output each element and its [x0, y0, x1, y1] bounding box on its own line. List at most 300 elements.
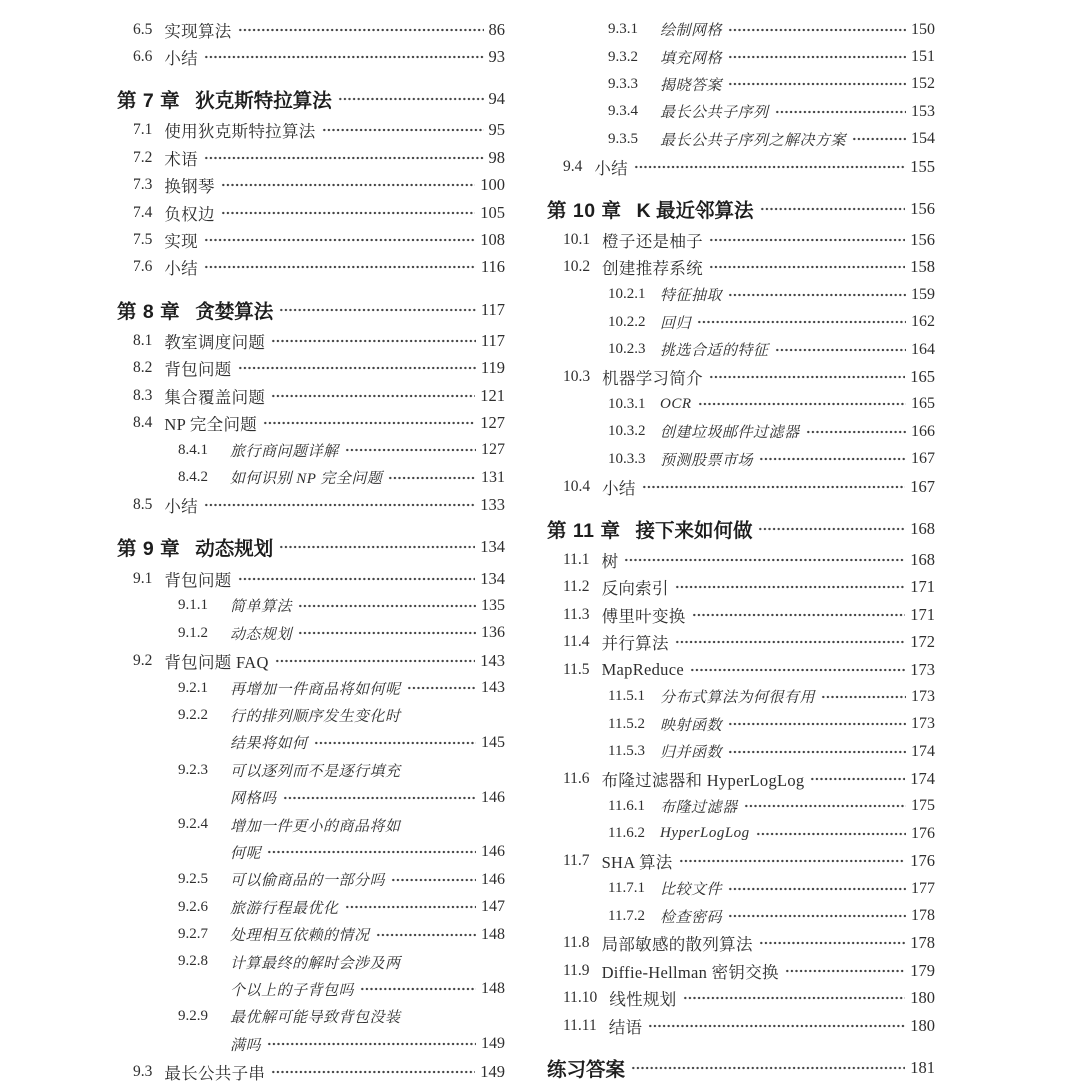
dot-leader: [760, 202, 906, 216]
section-title: 线性规划: [609, 990, 677, 1010]
toc-subsection-entry: [117, 921, 505, 948]
page-number: 134: [480, 568, 505, 588]
dot-leader: [675, 635, 905, 649]
chapter-title: K 最近邻算法: [636, 199, 754, 222]
dot-leader: [775, 105, 906, 119]
subsection-number: 9.2.2: [178, 706, 208, 723]
dot-leader: [271, 334, 476, 348]
toc-section-entry: [547, 930, 935, 957]
subsection-title: 归并函数: [660, 745, 723, 762]
toc-chapter-entry: [117, 295, 505, 324]
section-number: 10.2: [563, 258, 591, 276]
subsection-content: [230, 948, 505, 1003]
toc-chapter-entry: [117, 533, 505, 562]
dot-leader: [728, 23, 906, 37]
section-title: NP 完全问题: [164, 414, 258, 434]
toc-section-entry: [547, 957, 935, 984]
toc-section-entry: [547, 1012, 935, 1039]
section-title: 小结: [164, 259, 198, 279]
section-number: 8.3: [133, 386, 153, 404]
page-number: 93: [488, 47, 505, 67]
subsection-title: 最优解可能导致背包没装: [230, 1010, 401, 1027]
page-number: 173: [910, 659, 935, 679]
page-number: 116: [480, 257, 505, 277]
dot-leader: [692, 608, 906, 622]
subsection-number: 10.3.1: [608, 395, 646, 412]
toc-subsection-entry: [547, 309, 935, 336]
toc-subsection-entry: [117, 948, 505, 1003]
section-number: 11.7: [563, 852, 590, 870]
section-number: 10.3: [563, 367, 591, 385]
toc-subsection-entry: [547, 16, 935, 43]
section-number: 11.4: [563, 633, 590, 651]
page-number: 174: [911, 742, 935, 760]
dot-leader: [271, 1065, 475, 1079]
toc-column-1: [117, 16, 505, 1085]
subsection-title: 增加一件更小的商品将如: [230, 818, 401, 835]
section-title: 傅里叶变换: [601, 606, 686, 626]
subsection-number: 9.2.1: [178, 679, 208, 696]
toc-subsection-entry: [117, 437, 505, 464]
toc-subsection-entry: [547, 793, 935, 820]
subsection-content: [230, 702, 505, 757]
subsection-title-continued: 个以上的子背包吗: [230, 982, 355, 999]
section-title: 橙子还是柚子: [602, 232, 703, 252]
dot-leader: [360, 982, 476, 996]
chapter-title: 贪婪算法: [195, 300, 274, 323]
section-title: 术语: [164, 149, 198, 169]
subsection-number: 9.2.6: [178, 898, 208, 915]
chapter-number: 第 7 章: [117, 90, 181, 113]
page-number: 180: [910, 988, 935, 1008]
dot-leader: [709, 233, 905, 247]
subsection-title: 计算最终的解时会涉及两: [230, 955, 401, 972]
toc-subsection-entry: [547, 902, 935, 929]
page-number: 164: [911, 340, 935, 358]
dot-leader: [624, 553, 905, 567]
toc-subsection-entry: [117, 757, 505, 812]
subsection-number: 9.3.2: [608, 48, 638, 65]
dot-leader: [810, 772, 905, 786]
section-number: 7.1: [133, 121, 153, 139]
subsection-title: 填充网格: [660, 50, 723, 67]
page-number: 154: [911, 130, 935, 148]
dot-leader: [204, 233, 475, 247]
page-number: 156: [910, 230, 935, 250]
page-number: 151: [911, 48, 935, 66]
section-title: Diffie-Hellman 密钥交换: [601, 962, 779, 982]
subsection-title: 动态规划: [230, 626, 293, 643]
subsection-title: 揭晓答案: [660, 77, 723, 94]
subsection-line-1: [230, 702, 505, 729]
section-title: 背包问题: [164, 570, 232, 590]
dot-leader: [675, 580, 905, 594]
dot-leader: [267, 1037, 476, 1051]
section-title: 小结: [602, 478, 636, 498]
toc-section-entry: [547, 546, 935, 573]
section-number: 7.5: [133, 231, 153, 249]
page-number: 147: [481, 898, 505, 916]
page-number: 117: [480, 299, 505, 319]
toc-section-entry: [117, 117, 505, 144]
subsection-number: 9.2.7: [178, 926, 208, 943]
page-number: 135: [481, 596, 505, 614]
page-number: 149: [481, 1035, 505, 1053]
section-number: 8.1: [133, 331, 153, 349]
section-number: 10.1: [563, 231, 591, 249]
section-title: 背包问题 FAQ: [164, 652, 269, 672]
section-number: 9.4: [563, 157, 583, 175]
subsection-line-1: [230, 757, 505, 784]
toc-subsection-entry: [547, 875, 935, 902]
subsection-number: 10.2.3: [608, 341, 646, 358]
subsection-number: 11.5.3: [608, 743, 645, 760]
section-number: 11.3: [563, 605, 590, 623]
subsection-title: 分布式算法为何很有用: [660, 690, 816, 707]
section-title: 局部敏感的散列算法: [601, 935, 753, 955]
section-title: 实现: [164, 232, 198, 252]
page-number: 159: [911, 285, 935, 303]
section-title: 背包问题: [164, 360, 232, 380]
section-number: 9.1: [133, 569, 153, 587]
dot-leader: [679, 854, 906, 868]
toc-section-entry: [547, 574, 935, 601]
dot-leader: [642, 480, 906, 494]
dot-leader: [728, 50, 906, 64]
subsection-number: 11.6.1: [608, 797, 645, 814]
toc-subsection-entry: [117, 464, 505, 491]
toc-section-entry: [117, 199, 505, 226]
page-number: 133: [480, 495, 505, 515]
toc-subsection-entry: [117, 1003, 505, 1058]
page-number: 131: [481, 468, 505, 486]
toc-section-entry: [117, 565, 505, 592]
toc-section-entry: [547, 601, 935, 628]
subsection-number: 11.6.2: [608, 825, 645, 842]
dot-leader: [338, 92, 484, 106]
subsection-number: 9.3.5: [608, 130, 638, 147]
page-number: 143: [480, 650, 505, 670]
toc-section-entry: [547, 848, 935, 875]
dot-leader: [806, 425, 906, 439]
section-number: 7.2: [133, 148, 153, 166]
page-number: 105: [480, 202, 505, 222]
dot-leader: [298, 599, 476, 613]
subsection-title: 映射函数: [660, 717, 723, 734]
toc-subsection-entry: [547, 281, 935, 308]
toc-subsection-entry: [547, 738, 935, 765]
page-number: 152: [911, 75, 935, 93]
subsection-title-continued: 结果将如何: [230, 736, 308, 753]
page-number: 165: [911, 395, 935, 413]
subsection-title: 预测股票市场: [660, 452, 754, 469]
section-title: 实现算法: [164, 21, 232, 41]
dot-leader: [391, 873, 476, 887]
section-number: 11.6: [563, 770, 590, 788]
subsection-number: 10.2.2: [608, 313, 646, 330]
page-number: 177: [911, 879, 935, 897]
subsection-number: 8.4.1: [178, 441, 208, 458]
section-title: 小结: [164, 497, 198, 517]
dot-leader: [376, 928, 476, 942]
dot-leader: [852, 132, 906, 146]
section-title: 树: [601, 551, 619, 571]
chapter-title: 接下来如何做: [635, 519, 753, 542]
dot-leader: [683, 991, 906, 1005]
dot-leader: [728, 77, 906, 91]
subsection-number: 9.2.8: [178, 953, 208, 970]
page-number: 165: [910, 366, 935, 386]
subsection-number: 10.3.2: [608, 423, 646, 440]
page-number: 149: [480, 1061, 505, 1081]
section-title: 创建推荐系统: [602, 259, 703, 279]
page-number: 167: [911, 450, 935, 468]
page-number: 181: [910, 1057, 935, 1077]
toc-subsection-entry: [117, 894, 505, 921]
page-number: 166: [911, 422, 935, 440]
subsection-number: 9.2.5: [178, 871, 208, 888]
page-number: 148: [481, 925, 505, 943]
toc-section-entry: [547, 628, 935, 655]
page-number: 153: [911, 102, 935, 120]
page-number: 174: [910, 769, 935, 789]
section-number: 10.4: [563, 477, 591, 495]
subsection-title: OCR: [660, 395, 692, 412]
page-number: 146: [481, 788, 505, 806]
subsection-title: 最长公共子序列: [660, 105, 769, 122]
page-number: 175: [911, 797, 935, 815]
dot-leader: [204, 151, 484, 165]
toc-subsection-entry: [547, 71, 935, 98]
toc-subsection-entry: [117, 702, 505, 757]
dot-leader: [314, 736, 476, 750]
page-number: 155: [910, 156, 935, 176]
dot-leader: [238, 572, 476, 586]
dot-leader: [275, 654, 476, 668]
dot-leader: [204, 260, 476, 274]
toc-section-entry: [547, 985, 935, 1012]
dot-leader: [775, 343, 906, 357]
subsection-content: [230, 757, 505, 812]
dot-leader: [279, 540, 475, 554]
page-number: 171: [910, 577, 935, 597]
subsection-number: 10.2.1: [608, 286, 646, 303]
subsection-title-continued: 何呢: [230, 845, 262, 862]
chapter-title: 动态规划: [195, 538, 274, 561]
section-title: 负权边: [164, 204, 215, 224]
dot-leader: [267, 845, 476, 859]
subsection-number: 9.2.9: [178, 1008, 208, 1025]
toc-chapter-entry: [117, 85, 505, 114]
dot-leader: [283, 791, 476, 805]
page-number: 100: [480, 175, 505, 195]
section-number: 11.5: [563, 660, 590, 678]
toc-subsection-entry: [547, 98, 935, 125]
dot-leader: [407, 681, 476, 695]
dot-leader: [759, 452, 906, 466]
section-number: 9.2: [133, 651, 153, 669]
toc-backmatter-entry: [547, 1053, 935, 1082]
toc-section-entry: [117, 226, 505, 253]
toc-subsection-entry: [547, 391, 935, 418]
page-number: 127: [480, 412, 505, 432]
subsection-title: 再增加一件商品将如何呢: [230, 681, 401, 698]
dot-leader: [709, 370, 905, 384]
subsection-number: 9.1.2: [178, 624, 208, 641]
subsection-line-2: [230, 976, 505, 1003]
subsection-line-2: [230, 729, 505, 756]
subsection-line-2: [230, 839, 505, 866]
dot-leader: [759, 936, 905, 950]
dot-leader: [690, 663, 905, 677]
page-number: 168: [910, 518, 935, 538]
dot-leader: [263, 416, 475, 430]
dot-leader: [388, 471, 476, 485]
section-title: 使用狄克斯特拉算法: [164, 122, 316, 142]
section-number: 11.1: [563, 550, 590, 568]
dot-leader: [204, 50, 484, 64]
page-number: 168: [910, 549, 935, 569]
page-number: 134: [480, 537, 505, 557]
page-number: 86: [488, 19, 505, 39]
subsection-title: 处理相互依赖的情况: [230, 928, 370, 945]
dot-leader: [221, 206, 475, 220]
section-title: 并行算法: [601, 634, 669, 654]
dot-leader: [728, 909, 906, 923]
subsection-title: 简单算法: [230, 599, 293, 616]
section-number: 11.11: [563, 1016, 597, 1034]
page-number: 108: [480, 230, 505, 250]
dot-leader: [744, 799, 906, 813]
page-number: 178: [910, 933, 935, 953]
subsection-title: 最长公共子序列之解决方案: [660, 132, 847, 149]
toc-section-entry: [547, 226, 935, 253]
subsection-number: 10.3.3: [608, 450, 646, 467]
page-number: 173: [911, 715, 935, 733]
section-number: 8.5: [133, 496, 153, 514]
toc-chapter-entry: [547, 514, 935, 543]
subsection-title: 绘制网格: [660, 23, 723, 40]
dot-leader: [298, 626, 476, 640]
dot-leader: [345, 900, 476, 914]
toc-subsection-entry: [547, 43, 935, 70]
toc-column-2: [547, 16, 935, 1085]
dot-leader: [322, 123, 484, 137]
section-title: 结语: [608, 1017, 643, 1037]
page-number: 173: [911, 687, 935, 705]
section-number: 7.6: [133, 258, 153, 276]
section-title: SHA 算法: [601, 853, 673, 873]
page-number: 148: [481, 980, 505, 998]
subsection-line-2: [230, 784, 505, 811]
subsection-content: [230, 1003, 505, 1058]
page-number: 95: [488, 120, 505, 140]
subsection-number: 8.4.2: [178, 469, 208, 486]
section-number: 8.4: [133, 413, 153, 431]
chapter-number: 第 10 章: [547, 199, 622, 222]
section-number: 11.2: [563, 578, 590, 596]
toc-subsection-entry: [547, 445, 935, 472]
page-number: 121: [480, 385, 505, 405]
toc-section-entry: [547, 254, 935, 281]
page-number: 150: [911, 20, 935, 38]
toc-subsection-entry: [547, 683, 935, 710]
dot-leader: [238, 23, 484, 37]
dot-leader: [785, 964, 905, 978]
chapter-title: 狄克斯特拉算法: [195, 90, 332, 113]
section-number: 11.10: [563, 989, 598, 1007]
page-number: 158: [910, 257, 935, 277]
section-number: 9.3: [133, 1062, 153, 1080]
subsection-line-1: [230, 948, 505, 975]
subsection-number: 9.2.4: [178, 816, 208, 833]
section-title: 集合覆盖问题: [164, 387, 266, 407]
page-number: 176: [910, 851, 935, 871]
toc-subsection-entry: [547, 820, 935, 847]
dot-leader: [698, 397, 907, 411]
toc-subsection-entry: [117, 620, 505, 647]
dot-leader: [728, 745, 906, 759]
page-number: 119: [480, 358, 505, 378]
page-number: 176: [911, 824, 935, 842]
subsection-title: 可以偷商品的一部分吗: [230, 873, 386, 890]
subsection-title: 旅行商问题详解: [230, 443, 339, 460]
subsection-line-1: [230, 811, 505, 838]
dot-leader: [728, 882, 906, 896]
page-number: 145: [481, 733, 505, 751]
page-number: 136: [481, 624, 505, 642]
dot-leader: [345, 443, 476, 457]
toc-subsection-entry: [547, 336, 935, 363]
subsection-title: 布隆过滤器: [660, 799, 738, 816]
toc-section-entry: [547, 765, 935, 792]
page-number: 180: [910, 1015, 935, 1035]
toc-section-entry: [117, 144, 505, 171]
subsection-title: 如何识别 NP 完全问题: [230, 471, 383, 488]
page-number: 178: [911, 907, 935, 925]
dot-leader: [821, 690, 906, 704]
section-title: 换钢琴: [164, 177, 215, 197]
subsection-title: 旅游行程最优化: [230, 900, 339, 917]
toc-subsection-entry: [117, 866, 505, 893]
page-number: 146: [481, 843, 505, 861]
toc-section-entry: [117, 16, 505, 43]
section-title: 最长公共子串: [164, 1063, 266, 1083]
subsection-title: 检查密码: [660, 909, 723, 926]
subsection-number: 11.5.2: [608, 715, 645, 732]
subsection-line-1: [230, 1003, 505, 1030]
section-title: 机器学习简介: [602, 368, 703, 388]
subsection-title: 特征抽取: [660, 288, 723, 305]
subsection-number: 9.3.1: [608, 21, 638, 38]
subsection-title: HyperLogLog: [660, 825, 750, 842]
page-number: 98: [488, 147, 505, 167]
section-number: 6.6: [133, 48, 153, 66]
toc-section-entry: [117, 254, 505, 281]
toc-section-entry: [117, 382, 505, 409]
dot-leader: [728, 288, 906, 302]
chapter-number: 第 11 章: [547, 519, 621, 542]
toc-subsection-entry: [117, 811, 505, 866]
page-number: 156: [910, 198, 935, 218]
toc-chapter-entry: [547, 194, 935, 223]
subsection-title: 可以逐列而不是逐行填充: [230, 763, 401, 780]
toc-section-entry: [117, 43, 505, 70]
page-number: 167: [910, 476, 935, 496]
page-number: 146: [481, 870, 505, 888]
section-number: 6.5: [133, 20, 153, 38]
section-number: 11.9: [563, 961, 590, 979]
